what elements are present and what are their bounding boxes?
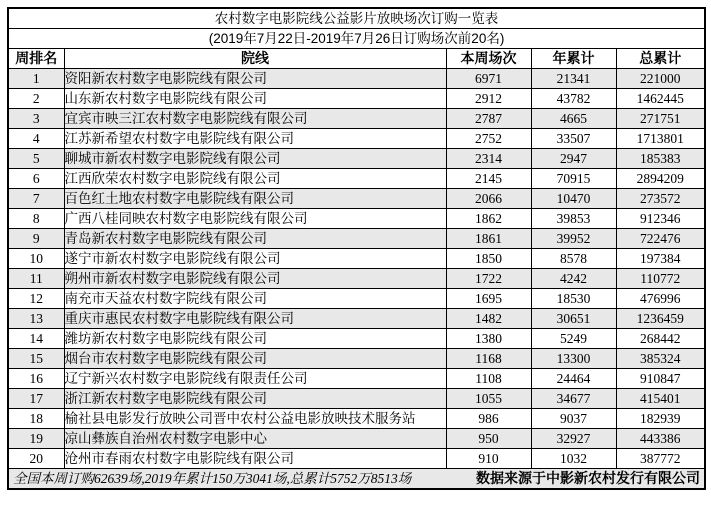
year-total-cell: 8578 [531, 249, 616, 269]
year-total-cell: 10470 [531, 189, 616, 209]
grand-total-cell: 722476 [616, 229, 705, 249]
rank-cell: 16 [8, 369, 64, 389]
table-row [8, 289, 705, 309]
cinema-name-cell: 广西八桂同映农村数字电影院线有限公司 [64, 209, 446, 229]
week-sessions-cell: 2314 [446, 149, 531, 169]
year-total-cell: 2947 [531, 149, 616, 169]
rank-cell: 14 [8, 329, 64, 349]
table-row [8, 249, 705, 269]
rank-cell: 2 [8, 89, 64, 109]
week-sessions-cell: 1695 [446, 289, 531, 309]
rank-cell: 15 [8, 349, 64, 369]
table-row [8, 269, 705, 289]
table-row [8, 449, 705, 469]
cinema-name-cell: 百色红土地农村数字电影院线有限公司 [64, 189, 446, 209]
cinema-name-cell: 宜宾市映三江农村数字电影院线有限公司 [64, 109, 446, 129]
grand-total-cell: 912346 [616, 209, 705, 229]
week-sessions-cell: 1055 [446, 389, 531, 409]
column-header-week: 本周场次 [446, 49, 531, 69]
rank-cell: 5 [8, 149, 64, 169]
table-row [8, 389, 705, 409]
year-total-cell: 13300 [531, 349, 616, 369]
table-row [8, 209, 705, 229]
table-row [8, 329, 705, 349]
week-sessions-cell: 1380 [446, 329, 531, 349]
cinema-name-cell: 沧州市春雨农村数字电影院线有限公司 [64, 449, 446, 469]
year-total-cell: 43782 [531, 89, 616, 109]
year-total-cell: 30651 [531, 309, 616, 329]
table-row [8, 189, 705, 209]
year-total-cell: 24464 [531, 369, 616, 389]
cinema-name-cell: 资阳新农村数字电影院线有限公司 [64, 69, 446, 89]
grand-total-cell: 476996 [616, 289, 705, 309]
rank-cell: 18 [8, 409, 64, 429]
rank-cell: 6 [8, 169, 64, 189]
cinema-name-cell: 江西欣荣农村数字电影院线有限公司 [64, 169, 446, 189]
column-header-total: 总累计 [616, 49, 705, 69]
table-row [8, 369, 705, 389]
header-row [8, 49, 705, 69]
subtitle-row [8, 29, 705, 49]
table-row [8, 89, 705, 109]
week-sessions-cell: 910 [446, 449, 531, 469]
rank-cell: 9 [8, 229, 64, 249]
grand-total-cell: 2894209 [616, 169, 705, 189]
grand-total-cell: 385324 [616, 349, 705, 369]
grand-total-cell: 271751 [616, 109, 705, 129]
national-totals-summary: 全国本周订购62639场,2019年累计150万3041场,总累计5752万8513场 [13, 471, 412, 486]
grand-total-cell: 268442 [616, 329, 705, 349]
year-total-cell: 34677 [531, 389, 616, 409]
grand-total-cell: 387772 [616, 449, 705, 469]
year-total-cell: 4665 [531, 109, 616, 129]
grand-total-cell: 415401 [616, 389, 705, 409]
cinema-name-cell: 榆社县电影发行放映公司晋中农村公益电影放映技术服务站 [64, 409, 446, 429]
year-total-cell: 70915 [531, 169, 616, 189]
data-source-note: 数据来源于中影新农村发行有限公司 [476, 470, 701, 486]
table-row [8, 429, 705, 449]
week-sessions-cell: 1861 [446, 229, 531, 249]
grand-total-cell: 1462445 [616, 89, 705, 109]
week-sessions-cell: 1482 [446, 309, 531, 329]
table-row [8, 69, 705, 89]
cinema-name-cell: 辽宁新兴农村数字电影院线有限责任公司 [64, 369, 446, 389]
week-sessions-cell: 950 [446, 429, 531, 449]
year-total-cell: 4242 [531, 269, 616, 289]
table-title: 农村数字电影院线公益影片放映场次订购一览表 [8, 8, 705, 29]
table-row [8, 169, 705, 189]
rank-cell: 13 [8, 309, 64, 329]
column-header-year: 年累计 [531, 49, 616, 69]
table-row [8, 129, 705, 149]
table-row [8, 309, 705, 329]
table-row [8, 409, 705, 429]
rank-cell: 17 [8, 389, 64, 409]
table-row [8, 109, 705, 129]
column-header-cinema: 院线 [64, 49, 446, 69]
grand-total-cell: 221000 [616, 69, 705, 89]
grand-total-cell: 1236459 [616, 309, 705, 329]
footer-cell [8, 469, 705, 490]
week-sessions-cell: 1850 [446, 249, 531, 269]
year-total-cell: 21341 [531, 69, 616, 89]
year-total-cell: 39853 [531, 209, 616, 229]
grand-total-cell: 273572 [616, 189, 705, 209]
screening-order-table [7, 7, 706, 490]
title-row [8, 8, 705, 29]
table-subtitle: (2019年7月22日-2019年7月26日订购场次前20名) [8, 29, 705, 49]
week-sessions-cell: 986 [446, 409, 531, 429]
rank-cell: 7 [8, 189, 64, 209]
cinema-name-cell: 重庆市惠民农村数字电影院线有限公司 [64, 309, 446, 329]
column-header-rank: 周排名 [8, 49, 64, 69]
table-row [8, 149, 705, 169]
week-sessions-cell: 2066 [446, 189, 531, 209]
rank-cell: 12 [8, 289, 64, 309]
grand-total-cell: 197384 [616, 249, 705, 269]
year-total-cell: 33507 [531, 129, 616, 149]
week-sessions-cell: 6971 [446, 69, 531, 89]
rank-cell: 10 [8, 249, 64, 269]
cinema-name-cell: 南充市天益农村数字院线有限公司 [64, 289, 446, 309]
week-sessions-cell: 2145 [446, 169, 531, 189]
week-sessions-cell: 1862 [446, 209, 531, 229]
cinema-name-cell: 浙江新农村数字电影院线有限公司 [64, 389, 446, 409]
rank-cell: 20 [8, 449, 64, 469]
week-sessions-cell: 1722 [446, 269, 531, 289]
rank-cell: 4 [8, 129, 64, 149]
year-total-cell: 5249 [531, 329, 616, 349]
rank-cell: 11 [8, 269, 64, 289]
grand-total-cell: 910847 [616, 369, 705, 389]
grand-total-cell: 185383 [616, 149, 705, 169]
year-total-cell: 1032 [531, 449, 616, 469]
year-total-cell: 39952 [531, 229, 616, 249]
cinema-name-cell: 遂宁市新农村数字电影院线有限公司 [64, 249, 446, 269]
cinema-name-cell: 朔州市新农村数字电影院线有限公司 [64, 269, 446, 289]
week-sessions-cell: 2752 [446, 129, 531, 149]
week-sessions-cell: 2912 [446, 89, 531, 109]
cinema-name-cell: 山东新农村数字电影院线有限公司 [64, 89, 446, 109]
cinema-name-cell: 聊城市新农村数字电影院线有限公司 [64, 149, 446, 169]
grand-total-cell: 443386 [616, 429, 705, 449]
footer-row [8, 469, 705, 490]
year-total-cell: 9037 [531, 409, 616, 429]
grand-total-cell: 1713801 [616, 129, 705, 149]
cinema-name-cell: 江苏新希望农村数字电影院线有限公司 [64, 129, 446, 149]
cinema-name-cell: 烟台市农村数字电影院线有限公司 [64, 349, 446, 369]
rank-cell: 3 [8, 109, 64, 129]
week-sessions-cell: 2787 [446, 109, 531, 129]
rank-cell: 19 [8, 429, 64, 449]
rank-cell: 8 [8, 209, 64, 229]
rank-cell: 1 [8, 69, 64, 89]
cinema-name-cell: 青岛新农村数字电影院线有限公司 [64, 229, 446, 249]
week-sessions-cell: 1168 [446, 349, 531, 369]
cinema-name-cell: 潍坊新农村数字电影院线有限公司 [64, 329, 446, 349]
cinema-name-cell: 凉山彝族自治州农村数字电影中心 [64, 429, 446, 449]
table-row [8, 349, 705, 369]
grand-total-cell: 182939 [616, 409, 705, 429]
table-row [8, 229, 705, 249]
year-total-cell: 32927 [531, 429, 616, 449]
week-sessions-cell: 1108 [446, 369, 531, 389]
grand-total-cell: 110772 [616, 269, 705, 289]
year-total-cell: 18530 [531, 289, 616, 309]
